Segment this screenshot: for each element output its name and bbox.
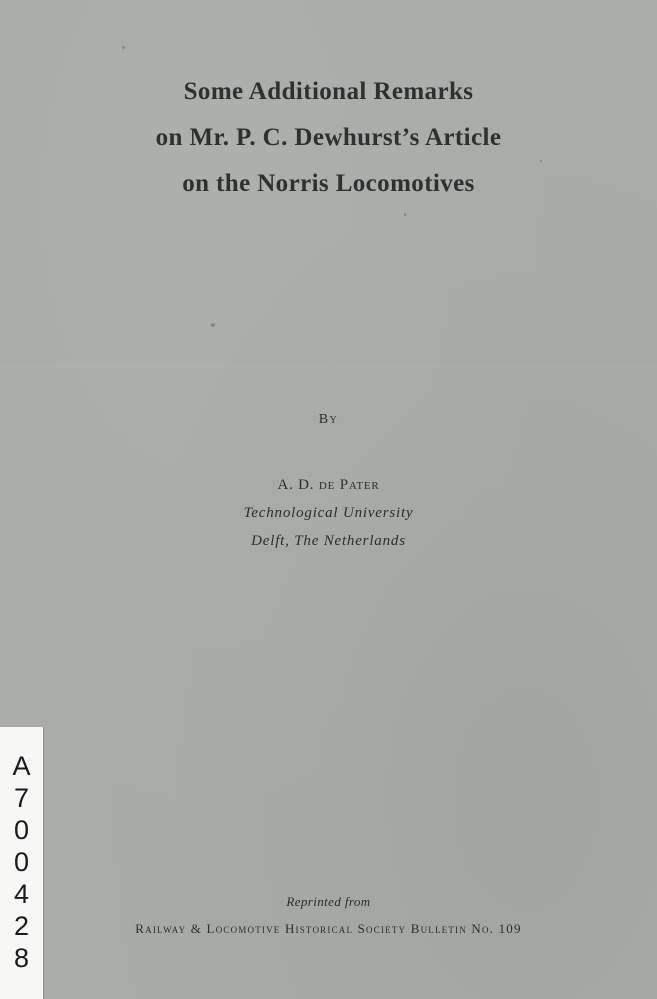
bulletin-source: Railway & Locomotive Historical Society Bulletin No. 109 (135, 921, 522, 936)
affiliation-institution: Technological University (243, 505, 414, 521)
affiliation-location: Delft, The Netherlands (251, 533, 406, 549)
catalog-label-sticker (0, 727, 43, 999)
reprinted-from-label: Reprinted from (286, 894, 371, 909)
paper-speck (540, 160, 542, 162)
author-name: A. D. de Pater (277, 477, 380, 493)
catalog-label-char: 2 (13, 911, 30, 941)
catalog-label-char: 0 (13, 815, 30, 845)
paper-speck (211, 323, 215, 327)
catalog-label-char: 0 (13, 847, 30, 877)
page-fold (0, 366, 657, 367)
document-title-line-1: Some Additional Remarks (183, 78, 474, 105)
catalog-label-char: 7 (13, 783, 30, 813)
paper-speck (122, 46, 125, 49)
byline: By (318, 412, 339, 427)
catalog-label-char: A (12, 751, 31, 781)
paper-speck (404, 213, 406, 216)
document-title-line-3: on the Norris Locomotives (182, 170, 475, 197)
catalog-label-char: 4 (13, 879, 30, 909)
document-title-line-2: on Mr. P. C. Dewhurst’s Article (155, 124, 502, 151)
catalog-label-char: 8 (13, 943, 30, 973)
